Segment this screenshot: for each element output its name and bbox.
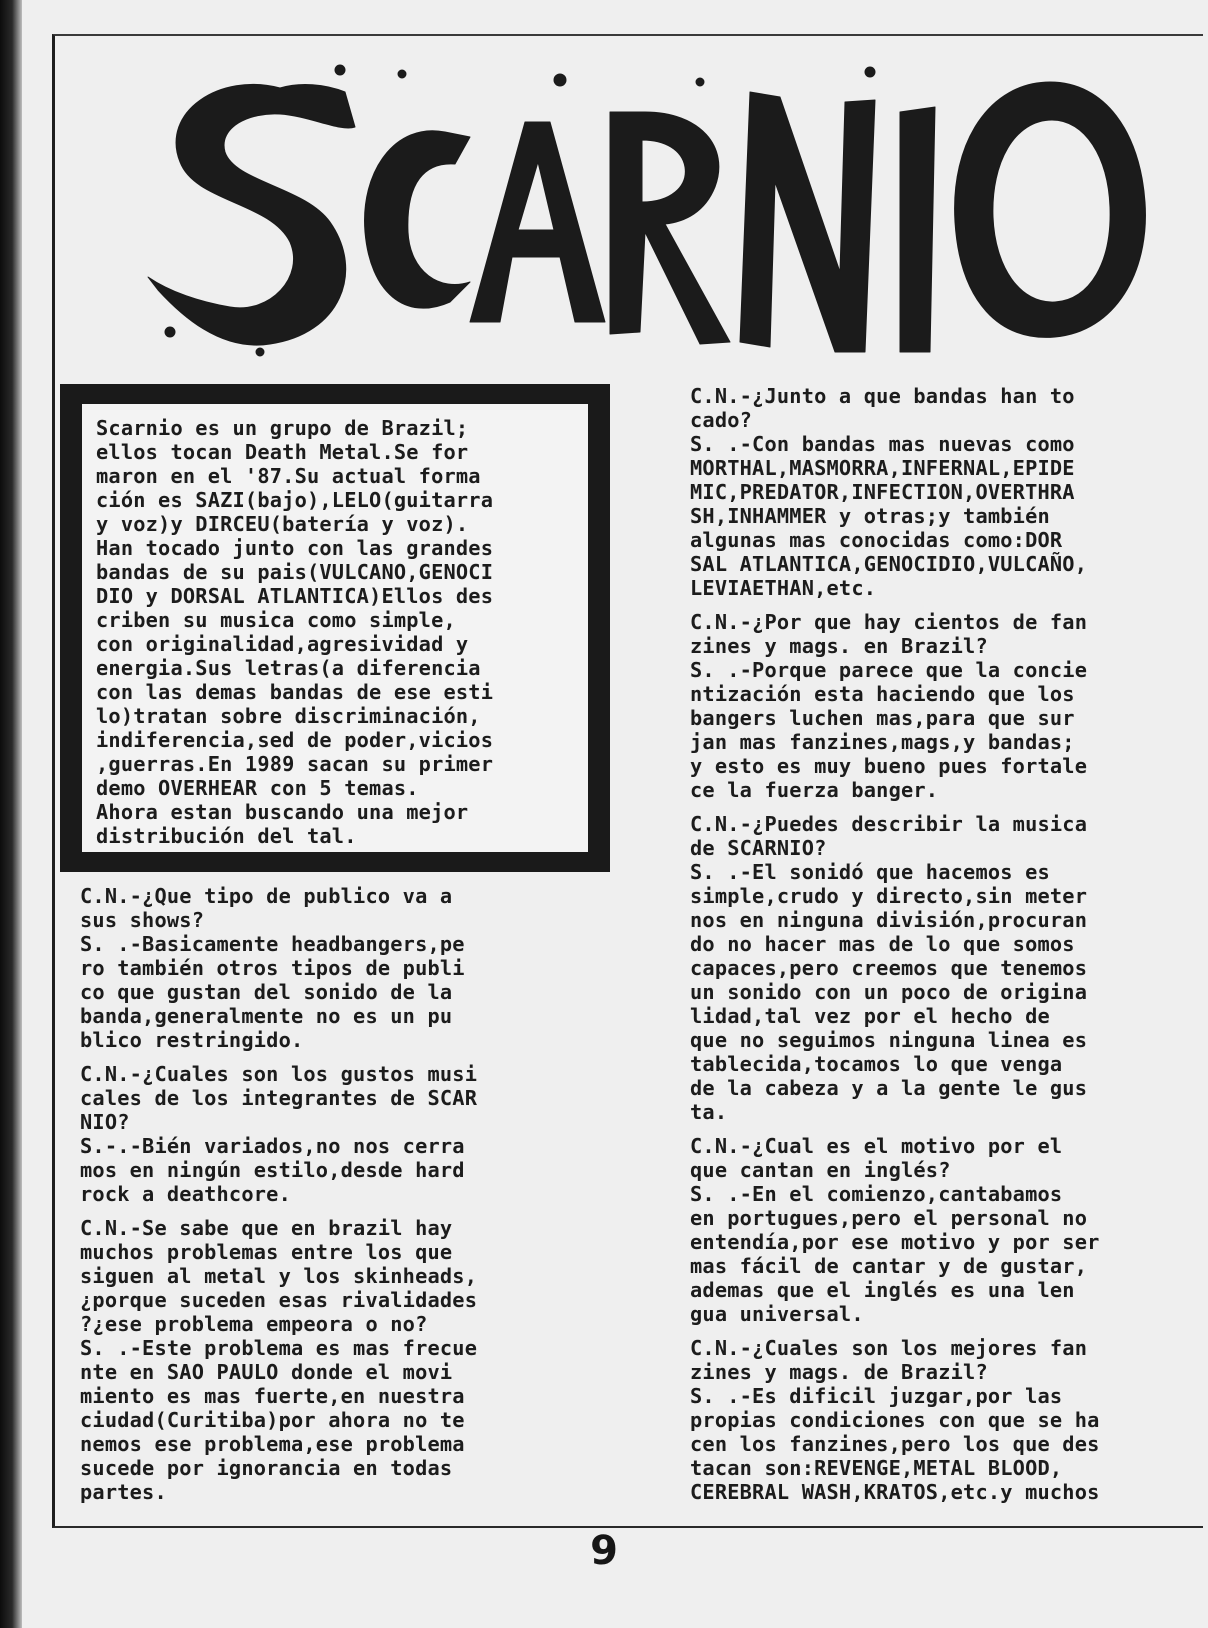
logo-splatter <box>696 78 704 86</box>
qa-block: C.N.-¿Puedes describir la musica de SCARNIO? S. .-El sonidó que hacemos es simple,crudo y directo,sin meter nos en ninguna división,procuran do no hacer mas de lo que somos capaces,pero creemos que tenemos un sonido con un poco de origina lidad,tal vez por el hecho de que no seguimos ninguna linea es tablecida,tocamos lo que venga de la cabeza y a la gente le gus ta. <box>690 812 1088 1124</box>
logo-splatter <box>335 65 345 75</box>
logo-letter-o <box>955 82 1146 337</box>
intro-text: Scarnio es un grupo de Brazil; ellos tocan Death Metal.Se for maron en el '87.Su actual forma ción es SAZI(bajo),LELO(guitarra y voz)y DIRCEU(batería y voz). Han tocado junto con las grandes bandas de su pais(VULCANO,GENOCI DIO y DORSAL ATLANTICA)Ellos des criben su musica como simple, con originalidad,agresividad y energia.Sus letras(a diferencia con las demas bandas de ese esti lo)tratan sobre discriminación, indiferencia,sed de poder,vicios ,guerras.En 1989 sacan su primer demo OVERHEAR con 5 temas. Ahora estan buscando una mejor distribución del tal. <box>82 404 588 852</box>
qa-block: C.N.-¿Cuales son los mejores fan zines y mags. de Brazil? S. .-Es dificil juzgar,por las propias condiciones con que se ha cen los fanzines,pero los que des tacan son:REVENGE,METAL BLOOD, CEREBRAL WASH,KRATOS,etc.y muchos <box>690 1336 1100 1504</box>
logo-letter-r <box>610 112 730 344</box>
binding-spine <box>0 0 22 1628</box>
logo-splatter <box>256 348 264 356</box>
qa-block: C.N.-¿Por que hay cientos de fan zines y mags. en Brazil? S. .-Porque parece que la concie ntización esta haciendo que los bangers luchen mas,para que sur jan mas fanzines,mags,y bandas; y esto es muy bueno pues fortale ce la fuerza banger. <box>690 610 1088 802</box>
scarnio-logo <box>140 52 1160 372</box>
qa-block: C.N.-¿Cuales son los gustos musi cales de los integrantes de SCAR NIO? S.-.-Bién variados,no nos cerra mos en ningún estilo,desde hard rock a deathcore. <box>80 1062 478 1206</box>
right-column <box>690 384 1200 1514</box>
logo-letter-n <box>740 92 875 352</box>
logo-letter-c <box>365 131 470 308</box>
logo-splatter <box>165 327 175 337</box>
logo-splatter <box>398 70 406 78</box>
logo-splatter <box>554 74 566 86</box>
left-column <box>80 884 600 1514</box>
page-number: 9 <box>590 1528 618 1574</box>
intro-box <box>60 384 610 872</box>
logo-letter-i <box>900 107 935 352</box>
logo-letter-a <box>470 122 605 322</box>
logo-splatter <box>865 67 875 77</box>
logo-letter-s <box>148 84 355 345</box>
qa-block: C.N.-¿Cual es el motivo por el que cantan en inglés? S. .-En el comienzo,cantabamos en portugues,pero el personal no entendía,por ese motivo y por ser mas fácil de cantar y de gustar, ademas que el inglés es una len gua universal. <box>690 1134 1100 1326</box>
qa-block: C.N.-Se sabe que en brazil hay muchos problemas entre los que siguen al metal y los skinheads, ¿porque suceden esas rivalidades ?¿ese problema empeora o no? S. .-Este problema es mas frecue nte en SAO PAULO donde el movi miento es mas fuerte,en nuestra ciudad(Curitiba)por ahora no te nemos ese problema,ese problema sucede por ignorancia en todas partes. <box>80 1216 478 1504</box>
qa-block: C.N.-¿Junto a que bandas han to cado? S. .-Con bandas mas nuevas como MORTHAL,MASMORRA,INFERNAL,EPIDE MIC,PREDATOR,INFECTION,OVERTHRA SH,INHAMMER y otras;y también algunas mas conocidas como:DOR SAL ATLANTICA,GENOCIDIO,VULCAÑO, LEVIAETHAN,etc. <box>690 384 1088 600</box>
qa-block: C.N.-¿Que tipo de publico va a sus shows? S. .-Basicamente headbangers,pe ro también otros tipos de publi co que gustan del sonido de la banda,generalmente no es un pu blico restringido. <box>80 884 465 1052</box>
